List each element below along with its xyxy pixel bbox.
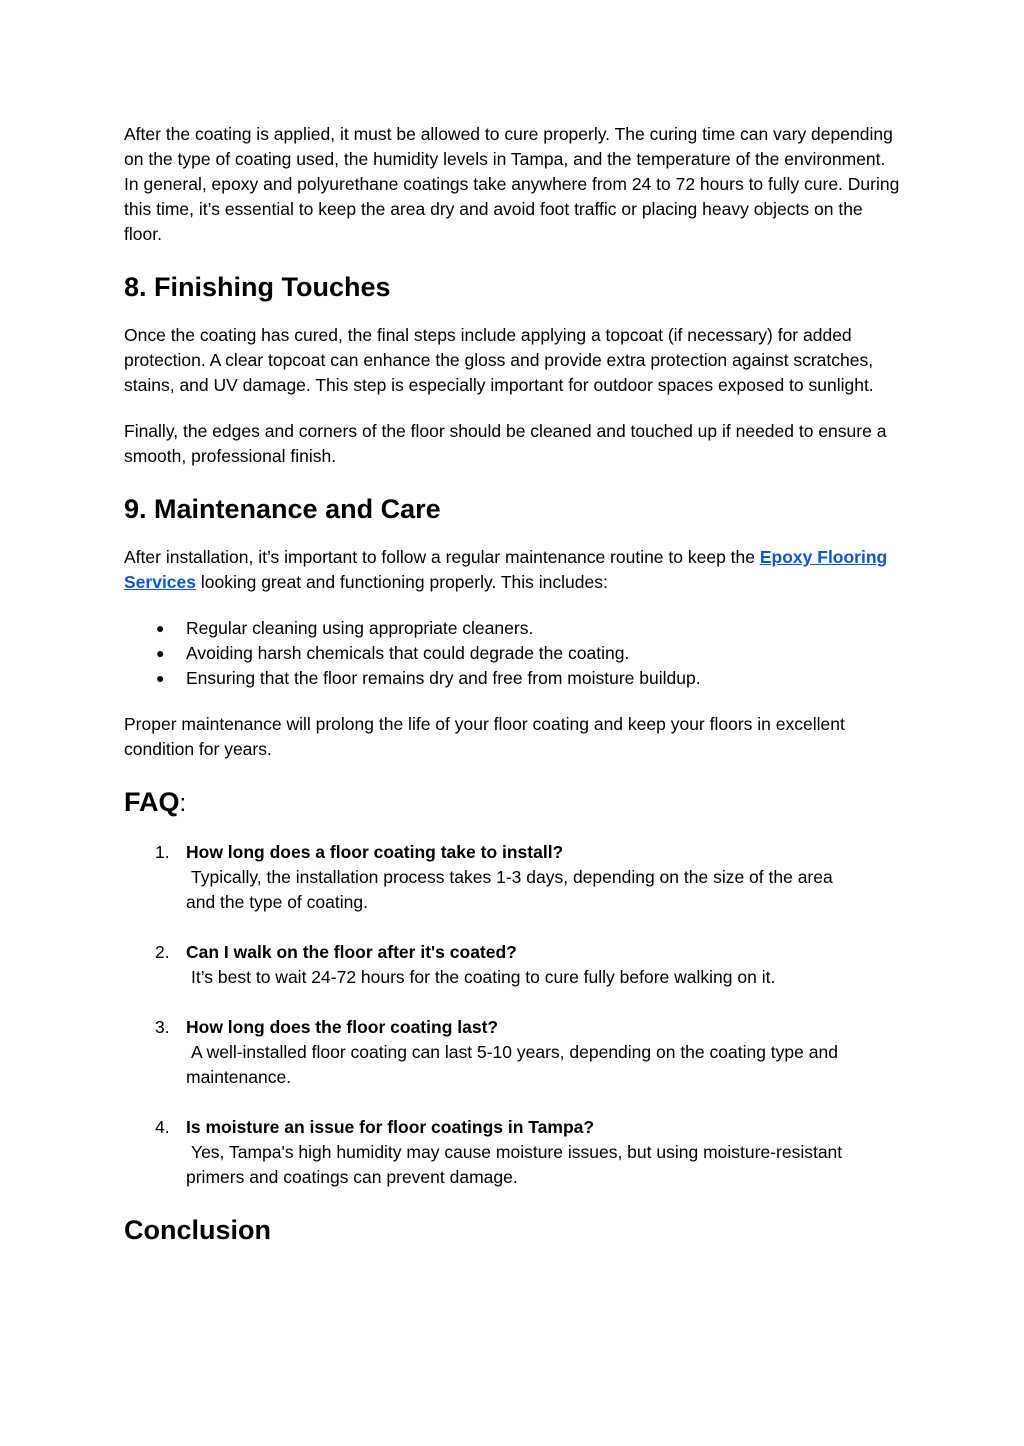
faq-answer: A well-installed floor coating can last 5-10 years, depending on the coating type and [191,1042,838,1062]
section-8-heading: 8. Finishing Touches [124,272,391,302]
list-item: ● Avoiding harsh chemicals that could degrade the coating. [124,641,904,666]
epoxy-flooring-services-link[interactable]: Epoxy Flooring Services [124,547,888,592]
faq-answer: Yes, Tampa's high humidity may cause moisture issues, but using moisture-resistant [191,1142,843,1162]
section-9-heading: 9. Maintenance and Care [124,494,441,524]
faq-answer: It’s best to wait 24-72 hours for the coating to cure fully before walking on it. [191,967,776,987]
faq-item [124,1015,904,1090]
faq-item [124,1115,904,1190]
faq-question: Is moisture an issue for floor coatings in Tampa? [186,1117,595,1137]
faq-answer-continued: maintenance. [186,1067,292,1087]
faq-number: 3. [155,1017,170,1037]
list-item: ● Ensuring that the floor remains dry and free from moisture buildup. [124,666,904,691]
faq-answer-continued: primers and coatings can prevent damage. [186,1167,518,1187]
faq-question: How long does a floor coating take to install? [186,842,564,862]
faq-heading: FAQ: [124,787,187,817]
section-9-intro-after-link: looking great and functioning properly. This includes: [196,572,608,592]
faq-number: 1. [155,842,170,862]
bullet-icon: ● [156,620,165,636]
faq-list [124,840,904,1190]
faq-item [124,840,904,915]
section-9-intro [124,545,904,595]
conclusion-heading: Conclusion [124,1215,271,1245]
bullet-icon: ● [156,670,165,686]
list-item: ● Regular cleaning using appropriate cleaners. [124,616,904,641]
faq-number: 4. [155,1117,170,1137]
faq-question: How long does the floor coating last? [186,1017,499,1037]
faq-answer: Typically, the installation process takes 1-3 days, depending on the size of the area [191,867,833,887]
section-8-paragraph-2: Finally, the edges and corners of the floor should be cleaned and touched up if needed to ensure a smooth, professional finish. [124,421,887,466]
section-9-closing: Proper maintenance will prolong the life of your floor coating and keep your floors in excellent condition for years. [124,714,845,759]
maintenance-list [124,616,904,691]
section-8-paragraph-1: Once the coating has cured, the final steps include applying a topcoat (if necessary) for added protection. A clear topcoat can enhance the gloss and provide extra protection against scratches, stains, and UV damage. This step is especially important for outdoor spaces exposed to sunlight. [124,325,874,395]
faq-answer-continued: and the type of coating. [186,892,368,912]
faq-question: Can I walk on the floor after it's coated? [186,942,517,962]
intro-paragraph: After the coating is applied, it must be allowed to cure properly. The curing time can vary depending on the type of coating used, the humidity levels in Tampa, and the temperature of the environment. In general, epoxy and polyurethane coatings take anywhere from 24 to 72 hours to fully cure. During this time, it’s essential to keep the area dry and avoid foot traffic or placing heavy objects on the floor. [124,124,900,244]
document-page [124,122,904,1247]
faq-number: 2. [155,942,170,962]
faq-item [124,940,904,990]
section-9-intro-before-link: After installation, it’s important to follow a regular maintenance routine to keep the [124,547,760,567]
bullet-icon: ● [156,645,165,661]
